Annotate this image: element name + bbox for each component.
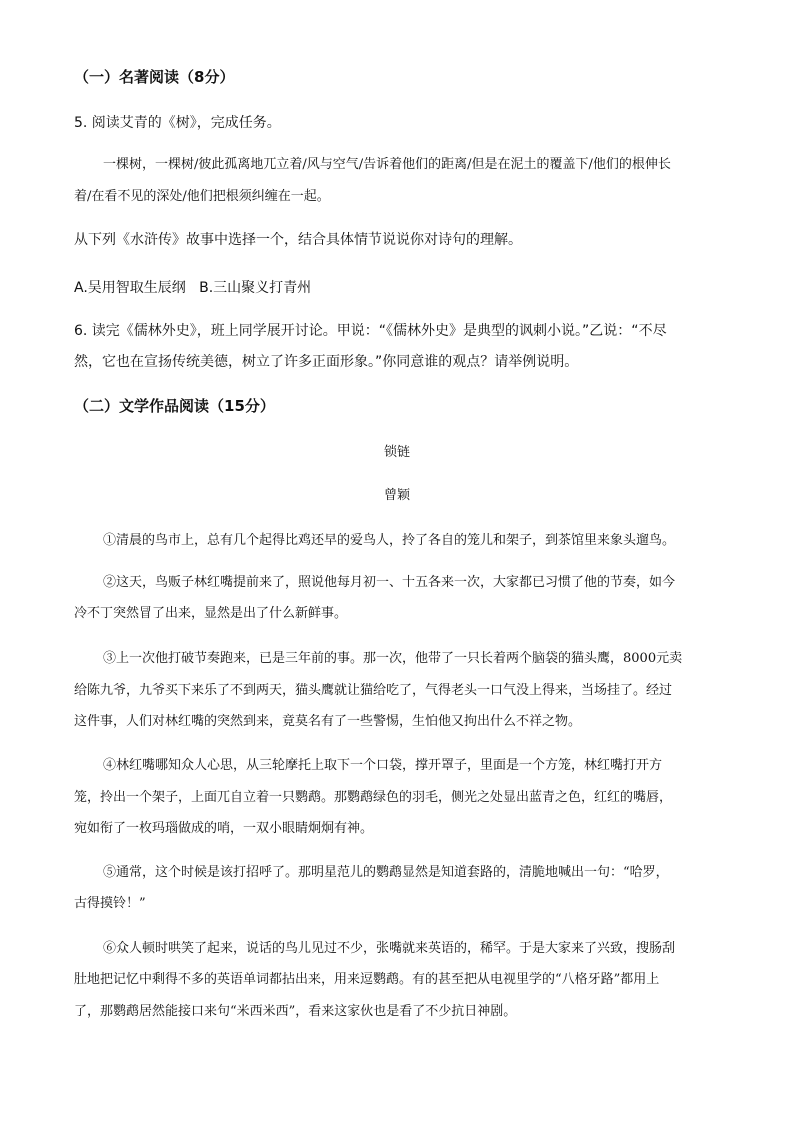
paragraph-4-line-1: ④林红嘴哪知众人心思，从三轮摩托上取下一个口袋，撑开罩子，里面是一个方笼，林红嘴打开方 bbox=[103, 758, 663, 773]
poem-line-2: 着/在看不见的深处/他们把根须纠缠在一起。 bbox=[74, 189, 330, 204]
paragraph-4-line-3: 宛如衔了一枚玛瑙做成的哨，一双小眼睛炯炯有神。 bbox=[74, 821, 374, 836]
paragraph-3-line-1: ③上一次他打破节奏跑来，已是三年前的事。那一次，他带了一只长着两个脑袋的猫头鹰，8000元卖 bbox=[103, 651, 683, 666]
paragraph-6-line-1: ⑥众人顿时哄笑了起来，说话的鸟儿见过不少，张嘴就来英语的，稀罕。于是大家来了兴致，搜肠刮 bbox=[103, 941, 676, 956]
paragraph-6-line-3: 了，那鹦鹉居然能接口来句“米西米西”，看来这家伙也是看了不少抗日神剧。 bbox=[74, 1004, 517, 1019]
question-5-options: A.吴用智取生辰纲 B.三山聚义打青州 bbox=[74, 280, 312, 296]
paragraph-5-line-2: 古得摸铃！” bbox=[74, 896, 146, 911]
question-5-task: 从下列《水浒传》故事中选择一个，结合具体情节说说你对诗句的理解。 bbox=[74, 232, 522, 248]
question-6-line-1: 6. 读完《儒林外史》，班上同学展开讨论。甲说：“《儒林外史》是典型的讽刺小说。”乙说：“不尽 bbox=[74, 323, 667, 339]
section-heading-classics: （一）名著阅读（8分） bbox=[74, 68, 235, 86]
paragraph-2-line-2: 冷不丁突然冒了出来，显然是出了什么新鲜事。 bbox=[74, 606, 348, 621]
paragraph-4-line-2: 笼，拎出一个架子，上面兀自立着一只鹦鹉。那鹦鹉绿色的羽毛，侧光之处显出蓝青之色，红红的嘴唇， bbox=[74, 790, 673, 805]
question-6-line-2: 然，它也在宣扬传统美德，树立了许多正面形象。”你同意谁的观点？请举例说明。 bbox=[74, 354, 579, 370]
paragraph-3-line-2: 给陈九爷，九爷买下来乐了不到两天，猫头鹰就让猫给吃了，气得老头一口气没上得来，当场挂了。经过 bbox=[74, 683, 673, 698]
paragraph-6-line-2: 肚地把记忆中剩得不多的英语单词都拈出来，用来逗鹦鹉。有的甚至把从电视里学的“八格牙路”都用上 bbox=[74, 972, 660, 987]
section-heading-literature: （二）文学作品阅读（15分） bbox=[74, 397, 275, 415]
story-title: 锁链 bbox=[383, 445, 410, 460]
paragraph-1-line-1: ①清晨的鸟市上，总有几个起得比鸡还早的爱鸟人，拎了各自的笼儿和架子，到茶馆里来象头遛鸟。 bbox=[103, 533, 676, 548]
story-author: 曾颖 bbox=[383, 488, 410, 503]
paragraph-5-line-1: ⑤通常，这个时候是该打招呼了。那明星范儿的鹦鹉显然是知道套路的，清脆地喊出一句：“哈罗， bbox=[103, 865, 669, 880]
paragraph-3-line-3: 这件事，人们对林红嘴的突然到来，竟莫名有了一些警惕，生怕他又拘出什么不祥之物。 bbox=[74, 714, 582, 729]
paragraph-2-line-1: ②这天，鸟贩子林红嘴提前来了，照说他每月初一、十五各来一次，大家都已习惯了他的节奏，如今 bbox=[103, 575, 676, 590]
question-5-prompt: 5. 阅读艾青的《树》，完成任务。 bbox=[74, 115, 281, 131]
poem-line-1: 一棵树，一棵树/彼此孤离地兀立着/风与空气/告诉着他们的距离/但是在泥土的覆盖下/他们的根伸长 bbox=[103, 157, 671, 172]
